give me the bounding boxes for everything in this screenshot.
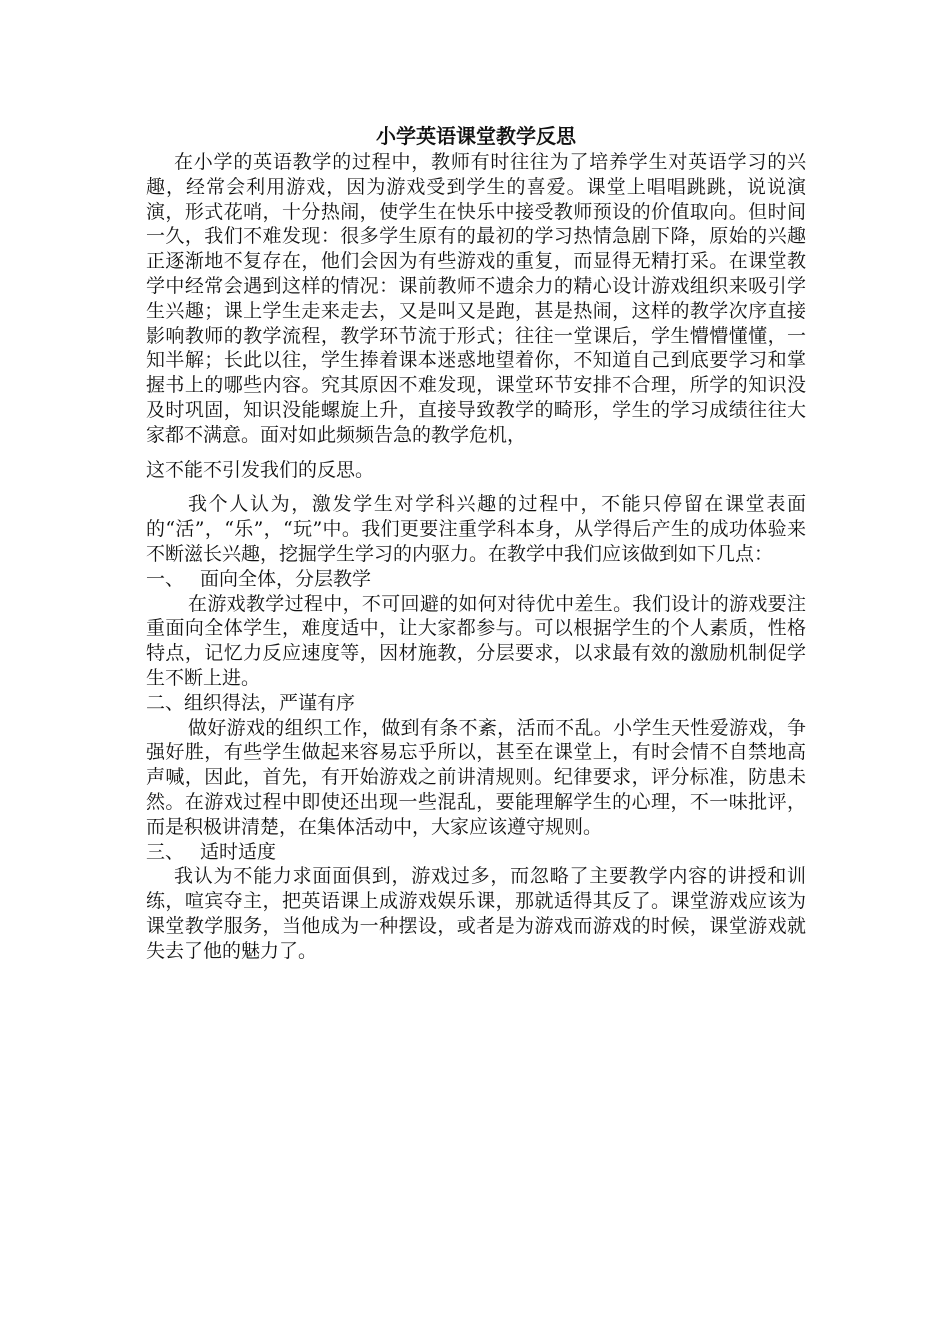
section-number: 一、 bbox=[146, 567, 185, 590]
section-heading-text: 组织得法，严谨有序 bbox=[184, 691, 356, 714]
section-body-3: 我认为不能力求面面俱到，游戏过多，而忽略了主要教学内容的讲授和训练，喧宾夺主，把英语课上成游戏娱乐课，那就适得其反了。课堂游戏应该为课堂教学服务，当他成为一种摆设，或者是为游戏而游戏的时候，课堂游戏就失去了他的魅力了。 bbox=[146, 865, 806, 962]
section-heading-text: 面向全体，分层教学 bbox=[200, 567, 372, 590]
intro-closing: 这不能不引发我们的反思。 bbox=[146, 458, 375, 481]
section-number: 二、 bbox=[146, 691, 185, 714]
section-number: 三、 bbox=[146, 840, 185, 863]
section-body-2: 做好游戏的组织工作，做到有条不紊，活而不乱。小学生天性爱游戏，争强好胜，有些学生做起来容易忘乎所以，甚至在课堂上，有时会情不自禁地高声喊，因此，首先，有开始游戏之前讲清规则。纪律要求，评分标准，防患未然。在游戏过程中即使还出现一些混乱，要能理解学生的心理，不一味批评，而是积极讲清楚，在集体活动中，大家应该遵守规则。 bbox=[146, 716, 806, 838]
section-body-1: 在游戏教学过程中，不可回避的如何对待优中差生。我们设计的游戏要注重面向全体学生，难度适中，让大家都参与。可以根据学生的个人素质，性格特点，记忆力反应速度等，因材施教，分层要求，以求最有效的激励机制促学生不断上进。 bbox=[146, 592, 806, 689]
intro-paragraph: 在小学的英语教学的过程中，教师有时往往为了培养学生对英语学习的兴趣，经常会利用游戏，因为游戏受到学生的喜爱。课堂上唱唱跳跳，说说演演，形式花哨，十分热闹，使学生在快乐中接受教师预设的价值取向。但时间一久，我们不难发现：很多学生原有的最初的学习热情急剧下降，原始的兴趣正逐渐地不复存在，他们会因为有些游戏的重复，而显得无精打采。在课堂教学中经常会遇到这样的情况：课前教师不遗余力的精心设计游戏组织来吸引学生兴趣；课上学生走来走去，又是叫又是跑，甚是热闹，这样的教学次序直接影响教师的教学流程，教学环节流于形式；往往一堂课后，学生懵懵懂懂，一知半解；长此以往，学生捧着课本迷惑地望着你，不知道自己到底要学习和掌握书上的哪些内容。究其原因不难发现，课堂环节安排不合理，所学的知识没及时巩固，知识没能螺旋上升，直接导致教学的畸形，学生的学习成绩往往大家都不满意。面对如此频频告急的教学危机， bbox=[146, 151, 806, 446]
section-heading-2 bbox=[146, 691, 806, 716]
section-heading-3 bbox=[146, 840, 806, 865]
section-heading-1 bbox=[146, 567, 806, 592]
section-heading-text: 适时适度 bbox=[200, 840, 277, 863]
document-body bbox=[146, 122, 806, 964]
opinion-paragraph: 我个人认为，激发学生对学科兴趣的过程中，不能只停留在课堂表面的“活”，“乐”，“玩”中。我们更要注重学科本身，从学得后产生的成功体验来不断滋长兴趣，挖掘学生学习的内驱力。在教学中我们应该做到如下几点： bbox=[146, 493, 806, 565]
document-title: 小学英语课堂教学反思 bbox=[376, 124, 576, 148]
